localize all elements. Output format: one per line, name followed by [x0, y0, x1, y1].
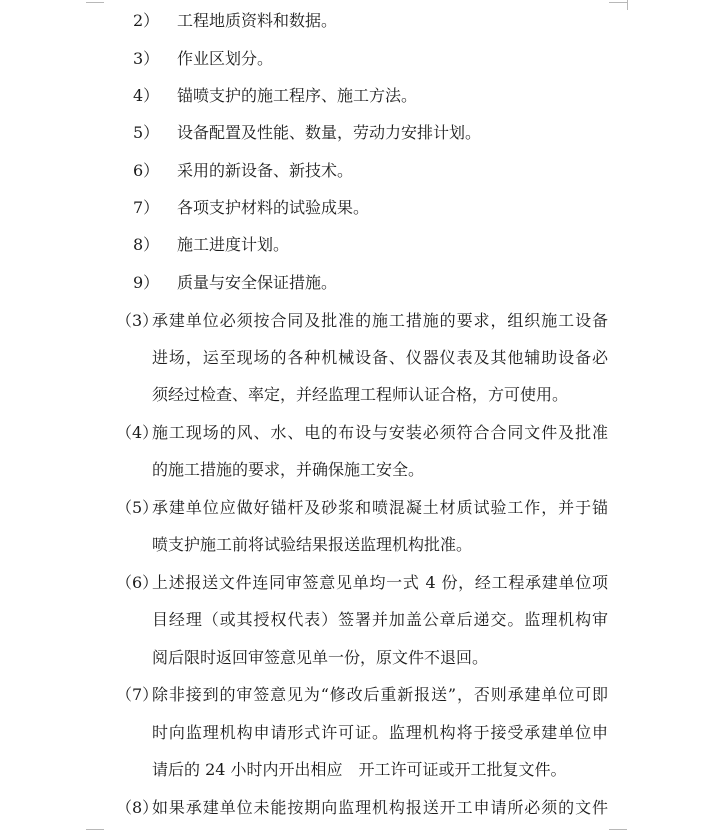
paragraph-text: 承建单位应做好锚杆及砂浆和喷混凝土材质试验工作，并于锚: [152, 498, 608, 517]
paragraph-line: [0, 382, 713, 408]
paragraph-line: [0, 720, 713, 746]
paragraph-number: （4）: [116, 423, 159, 442]
top-left-crop-mark: [86, 2, 104, 3]
paragraph-text: 喷支护施工前将试验结果报送监理机构批准。: [152, 535, 473, 554]
paragraph-line: [0, 495, 713, 521]
sub-list-number: 9）: [133, 273, 160, 292]
sub-list-item: [0, 8, 713, 34]
paragraph-line: [0, 570, 713, 596]
sub-list-item: [0, 158, 713, 184]
paragraph-text: 目经理（或其授权代表）签署并加盖公章后递交。监理机构审: [152, 610, 608, 629]
paragraph-text: 施工现场的风、水、电的布设与安装必须符合合同文件及批准: [152, 423, 608, 442]
sub-list-item: [0, 46, 713, 72]
sub-list-text: 设备配置及性能、数量，劳动力安排计划。: [177, 123, 482, 142]
sub-list-number: 3）: [133, 49, 160, 68]
sub-list-number: 7）: [133, 198, 160, 217]
paragraph-number: （7）: [116, 685, 159, 704]
sub-list-text: 锚喷支护的施工程序、施工方法。: [177, 86, 418, 105]
paragraph-text: 除非接到的审签意见为“修改后重新报送”，否则承建单位可即: [152, 685, 608, 704]
sub-list-number: 8）: [133, 235, 160, 254]
sub-list-item: [0, 270, 713, 296]
paragraph-line: [0, 457, 713, 483]
sub-list-text: 各项支护材料的试验成果。: [177, 198, 370, 217]
sub-list-number: 2）: [133, 11, 160, 30]
sub-list-text: 施工进度计划。: [177, 235, 290, 254]
paragraph-line: [0, 757, 713, 783]
paragraph-number: （6）: [116, 573, 159, 592]
sub-list-text: 质量与安全保证措施。: [177, 273, 338, 292]
paragraph-line: [0, 308, 713, 334]
sub-list-text: 工程地质资料和数据。: [177, 11, 338, 30]
paragraph-text: 须经过检查、率定，并经监理工程师认证合格，方可使用。: [152, 385, 569, 404]
sub-list-item: [0, 195, 713, 221]
sub-list-number: 6）: [133, 161, 160, 180]
sub-list-item: [0, 83, 713, 109]
paragraph-number: （8）: [116, 798, 159, 817]
paragraph-text: 时向监理机构申请形式许可证。监理机构将于接受承建单位申: [152, 723, 608, 742]
sub-list-text: 采用的新设备、新技术。: [177, 161, 354, 180]
bottom-left-crop-mark: [86, 829, 104, 830]
top-right-crop-mark: [609, 2, 627, 3]
paragraph-text: 进场，运至现场的各种机械设备、仪器仪表及其他辅助设备必: [152, 348, 608, 367]
paragraph-text: 阅后限时返回审签意见单一份，原文件不退回。: [152, 648, 489, 667]
paragraph-text: 如果承建单位未能按期向监理机构报送开工申请所必须的文件: [152, 798, 608, 817]
paragraph-text: 承建单位必须按合同及批准的施工措施的要求，组织施工设备: [152, 311, 608, 330]
paragraph-line: [0, 420, 713, 446]
sub-list-item: [0, 232, 713, 258]
paragraph-line: [0, 607, 713, 633]
paragraph-line: [0, 682, 713, 708]
bottom-right-crop-mark: [609, 829, 627, 830]
paragraph-line: [0, 532, 713, 558]
sub-list-text: 作业区划分。: [177, 49, 274, 68]
paragraph-text: 请后的 24 小时内开出相应 开工许可证或开工批复文件。: [152, 760, 567, 779]
paragraph-text: 上述报送文件连同审签意见单均一式 4 份，经工程承建单位项: [152, 573, 608, 592]
paragraph-number: （3）: [116, 311, 159, 330]
paragraph-number: （5）: [116, 498, 159, 517]
sub-list-number: 4）: [133, 86, 160, 105]
paragraph-line: [0, 645, 713, 671]
paragraph-line: [0, 795, 713, 821]
paragraph-text: 的施工措施的要求，并确保施工安全。: [152, 460, 425, 479]
sub-list-item: [0, 120, 713, 146]
paragraph-line: [0, 345, 713, 371]
sub-list-number: 5）: [133, 123, 160, 142]
